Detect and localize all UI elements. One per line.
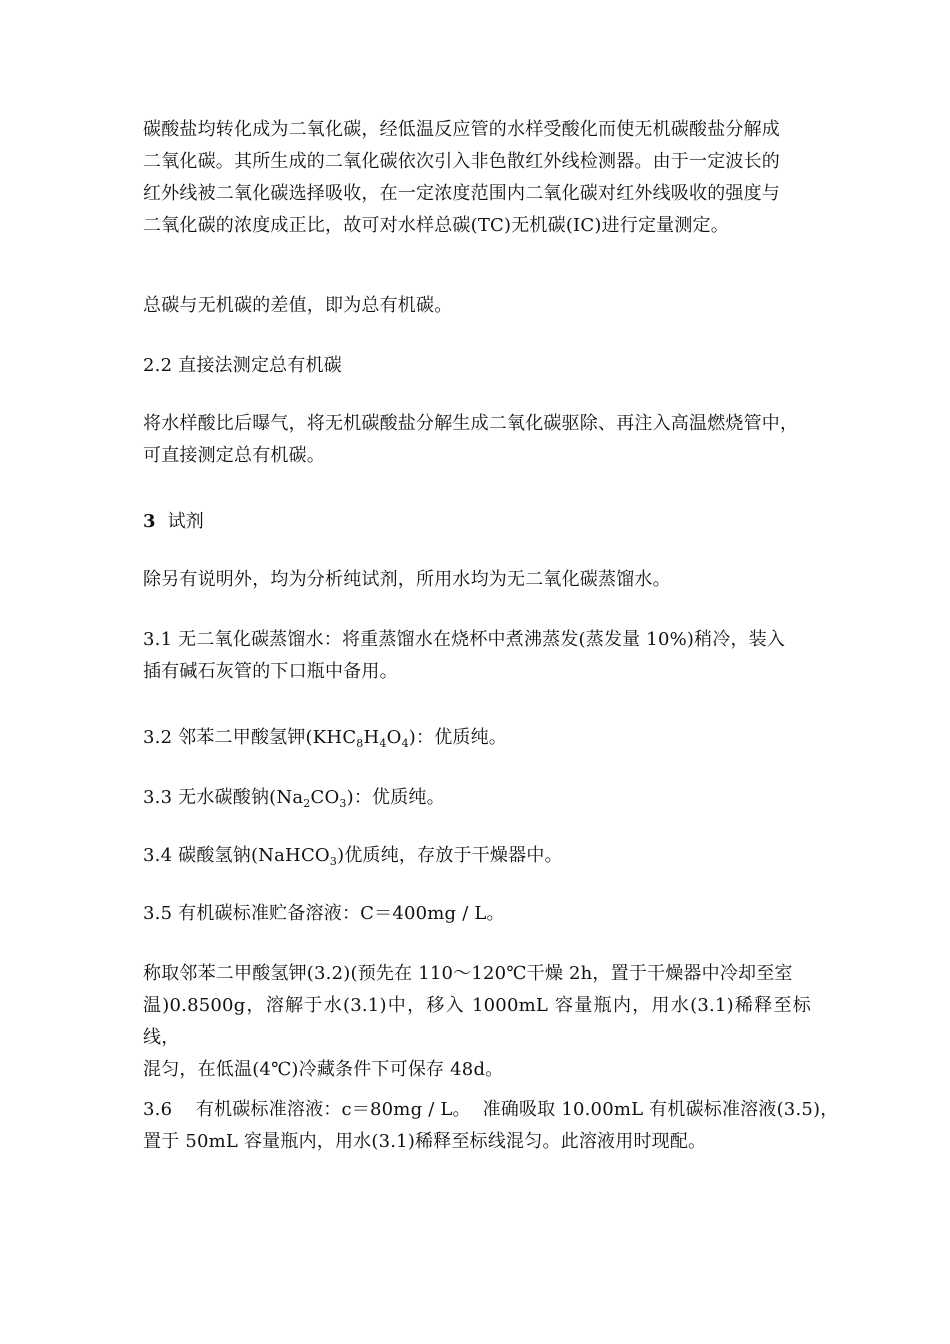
text-run: H: [363, 727, 380, 748]
item-3-1: [143, 624, 811, 688]
text-line: 将水样酸比后曝气，将无机碳酸盐分解生成二氧化碳驱除、再注入高温燃烧管中，: [143, 413, 799, 434]
paragraph-direct-method: [143, 408, 811, 472]
text-run: O: [386, 727, 402, 748]
section-title: 试剂: [155, 511, 204, 532]
text-line: 3.6 有机碳标准溶液：c＝80mg / L。 准确吸取 10.00mL 有机碳标准溶液(3.5)，: [143, 1099, 839, 1120]
text-line: 可直接测定总有机碳。: [143, 445, 325, 466]
text-line: 插有碱石灰管的下口瓶中备用。: [143, 661, 398, 682]
subscript: 4: [401, 737, 409, 750]
text-run: 3.3 无水碳酸钠(Na: [143, 787, 304, 808]
paragraph-principle: [143, 114, 811, 242]
text-run: )：优质纯。: [346, 787, 445, 808]
text-line: 温)0.8500g，溶解于水(3.1)中，移入 1000mL 容量瓶内，用水(3.1)稀释至标线，: [143, 995, 811, 1048]
text-line: 碳酸盐均转化成为二氧化碳，经低温反应管的水样受酸化而使无机碳酸盐分解成: [143, 119, 780, 140]
section-heading-3: [143, 506, 811, 538]
text-line: 二氧化碳。其所生成的二氧化碳依次引入非色散红外线检测器。由于一定波长的: [143, 151, 780, 172]
item-3-2: [143, 722, 811, 754]
text-run: CO: [310, 787, 340, 808]
item-3-3: [143, 782, 811, 814]
text-line: 3.1 无二氧化碳蒸馏水：将重蒸馏水在烧杯中煮沸蒸发(蒸发量 10%)稍冷，装入: [143, 629, 786, 650]
text-line: 置于 50mL 容量瓶内，用水(3.1)稀释至标线混匀。此溶液用时现配。: [143, 1131, 707, 1152]
text-run: 3.2 邻苯二甲酸氢钾(KHC: [143, 727, 357, 748]
text-line: 二氧化碳的浓度成正比，故可对水样总碳(TC)无机碳(IC)进行定量测定。: [143, 215, 729, 236]
subscript: 4: [379, 737, 387, 750]
paragraph-reagents-note: 除另有说明外，均为分析纯试剂，所用水均为无二氧化碳蒸馏水。: [143, 569, 671, 590]
section-heading-2-2: 2.2 直接法测定总有机碳: [143, 355, 342, 376]
subscript: 2: [303, 797, 311, 810]
paragraph-stock-preparation: [143, 958, 811, 1086]
text-line: 混匀，在低温(4℃)冷藏条件下可保存 48d。: [143, 1059, 504, 1080]
text-line: 称取邻苯二甲酸氢钾(3.2)(预先在 110～120℃干燥 2h，置于干燥器中冷却至室: [143, 963, 793, 984]
subscript: 3: [339, 797, 347, 810]
item-3-5: 3.5 有机碳标准贮备溶液：C＝400mg / L。: [143, 903, 505, 924]
text-run: 3.4 碳酸氢钠(NaHCO: [143, 845, 330, 866]
section-number: 3: [143, 511, 156, 532]
paragraph-toc-difference: 总碳与无机碳的差值，即为总有机碳。: [143, 295, 453, 316]
text-run: )：优质纯。: [408, 727, 508, 748]
text-line: 红外线被二氧化碳选择吸收，在一定浓度范围内二氧化碳对红外线吸收的强度与: [143, 183, 780, 204]
item-3-6: [143, 1094, 839, 1158]
subscript: 3: [329, 855, 338, 868]
item-3-4: [143, 840, 811, 872]
subscript: 8: [356, 737, 364, 750]
text-run: )优质纯，存放于干燥器中。: [337, 845, 563, 866]
